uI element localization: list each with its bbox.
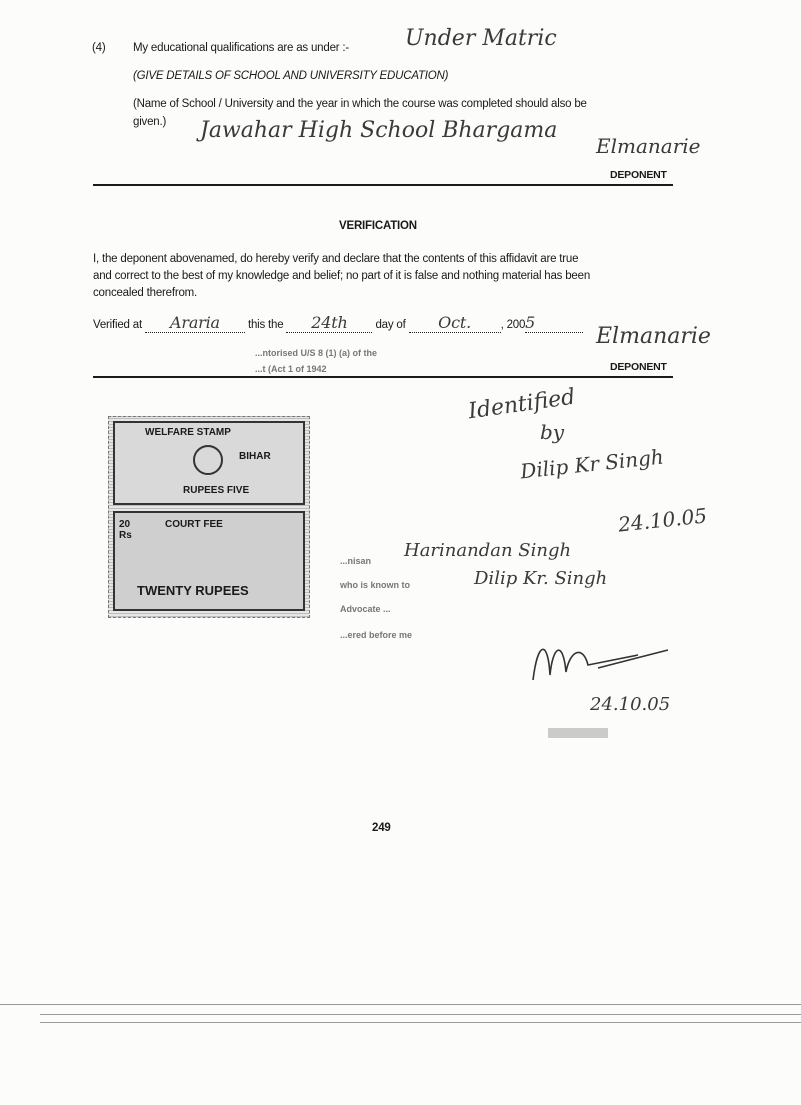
page-edge-3 — [40, 1022, 801, 1023]
by-handwritten: by — [540, 420, 565, 444]
faded-note-d: ...ered before me — [340, 630, 413, 640]
welfare-stamp-title: WELFARE STAMP — [145, 427, 231, 438]
qualification-handwritten: Under Matric — [405, 26, 557, 51]
page-edge-2 — [40, 1014, 801, 1015]
deponent-signature-2: Elmanarie — [596, 324, 711, 349]
welfare-stamp-bihar: BIHAR — [239, 451, 271, 462]
emblem-icon — [193, 445, 223, 475]
faded-note-b: who is known to — [340, 580, 410, 590]
verification-line-3: concealed therefrom. — [93, 287, 198, 299]
court-fee-denomination: 20 Rs — [119, 519, 132, 541]
divider-2 — [93, 376, 673, 378]
faded-stamp-text-2: ...t (Act 1 of 1942 — [255, 364, 327, 374]
notary-signature-icon — [528, 630, 678, 690]
note-line-1: (Name of School / University and the year in which the course was completed should also be — [133, 98, 587, 110]
deponent-label-1: DEPONENT — [610, 169, 667, 181]
divider-1 — [93, 184, 673, 186]
court-fee-stamp — [113, 511, 305, 611]
day-handwritten: 24th — [286, 313, 372, 333]
court-fee-title: COURT FEE — [165, 519, 223, 530]
day-of-label: day of — [375, 319, 406, 331]
place-handwritten: Araria — [145, 313, 245, 333]
verification-line-2: and correct to the best of my knowledge and belief; no part of it is false and nothing material has been — [93, 270, 591, 282]
identified-handwritten: Identified — [466, 384, 577, 425]
faded-stamp-text-1: ...ntorised U/S 8 (1) (a) of the — [255, 348, 378, 358]
faded-note-a: ...nisan — [340, 556, 372, 566]
item-number: (4) — [92, 42, 106, 54]
qualification-label: My educational qualifications are as under :- — [133, 42, 350, 54]
verification-line-1: I, the deponent abovenamed, do hereby verify and declare that the contents of this affidavit are true — [93, 253, 579, 265]
dilip-handwritten: Dilip Kr. Singh — [474, 568, 608, 589]
deponent-label-2: DEPONENT — [610, 361, 667, 373]
notary-date-handwritten: 24.10.05 — [590, 694, 671, 715]
page-number: 249 — [372, 822, 391, 834]
month-handwritten: Oct. — [409, 313, 501, 333]
faded-note-c: Advocate ... — [340, 604, 391, 614]
harinandan-handwritten: Harinandan Singh — [404, 540, 572, 561]
deponent-signature-1: Elmanarie — [596, 134, 701, 158]
welfare-stamp-value: RUPEES FIVE — [183, 485, 250, 496]
page-edge-1 — [0, 1004, 801, 1005]
note-line-2: given.) — [133, 116, 167, 128]
welfare-stamp — [113, 421, 305, 505]
instruction-text: (GIVE DETAILS OF SCHOOL AND UNIVERSITY EDUCATION) — [133, 70, 449, 82]
identifier-name-handwritten: Dilip Kr Singh — [519, 444, 665, 484]
year-handwritten: 5 — [525, 313, 583, 333]
year-prefix: 200 — [506, 319, 526, 331]
court-fee-value: TWENTY RUPEES — [137, 583, 249, 598]
this-the-label: this the — [247, 319, 284, 331]
school-handwritten: Jawahar High School Bhargama — [200, 118, 558, 143]
verified-at-label: Verified at — [93, 319, 142, 331]
stamp-block — [108, 416, 310, 618]
identification-date-handwritten: 24.10.05 — [616, 503, 709, 537]
faded-seal — [548, 728, 608, 738]
verified-line: Verified at Araria this the 24th day of Oct. , 2005 — [93, 313, 583, 333]
verification-heading: VERIFICATION — [339, 220, 417, 232]
